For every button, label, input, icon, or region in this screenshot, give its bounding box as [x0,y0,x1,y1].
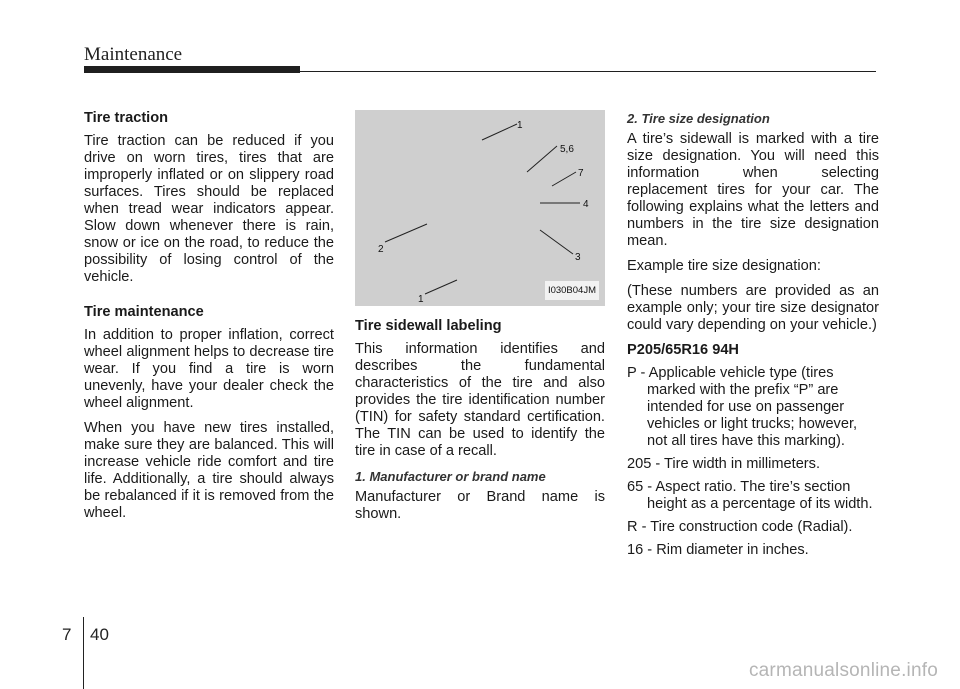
callout-label: 7 [578,168,584,179]
callout-line [540,230,573,254]
header-rule [300,71,876,72]
figure-callouts [355,110,605,306]
chapter-number: 7 [62,625,72,644]
example-label: Example tire size designation: [627,258,821,274]
page-section-title: Maintenance [84,44,183,65]
list-item: R - Tire construction code (Radial). [627,519,853,535]
callout-label: 4 [583,199,589,210]
tire-maintenance-text-2: When you have new tires installed, make sure they are balanced. This will increase vehicle ride comfort and tire life. Additionally, a tire should always be rebalanced if it is removed from the wheel. [84,420,334,521]
column-right [627,110,879,565]
header-bar [84,66,300,73]
callout-line [527,146,557,172]
callout-label: 2 [378,244,384,255]
column-left [84,110,334,530]
manufacturer-subheading: 1. Manufacturer or brand name [355,469,546,484]
tire-traction-text: Tire traction can be reduced if you drive on worn tires, tires that are improperly inflated or on slippery road surfaces. Tires should be replaced when tread wear indicators appear. Slow down whenever there is rain, snow or ice on the road, to reduce the possibility of losing control of the vehicle. [84,133,334,285]
example-code: P205/65R16 94H [627,342,739,358]
sidewall-labeling-text: This information identifies and describes the fundamental characteristics of the tire and also provides the tire identification number (TIN) for safety standard certification. The TIN can be used to identify the tire in case of a recall. [355,341,605,459]
sidewall-labeling-heading: Tire sidewall labeling [355,318,502,334]
tire-sidewall-figure [355,110,605,306]
column-middle [355,110,605,531]
tire-size-text: A tire’s sidewall is marked with a tire size designation. You will need this information when selecting replacement tires for your car. The following explains what the letters and numbers in the tire size designation mean. [627,131,879,249]
tire-maintenance-heading: Tire maintenance [84,304,204,320]
tire-size-subheading: 2. Tire size designation [627,111,770,126]
tire-maintenance-text-1: In addition to proper inflation, correct wheel alignment helps to decrease tire wear. If you find a tire is worn unevenly, have your dealer check the wheel alignment. [84,327,334,411]
callout-line [482,124,517,140]
callout-label: 5,6 [560,144,574,155]
example-note: (These numbers are provided as an example only; your tire size designator could vary depending on your vehicle.) [627,283,879,333]
list-item: 65 - Aspect ratio. The tire’s section height as a percentage of its width. [627,479,873,512]
manufacturer-text: Manufacturer or Brand name is shown. [355,489,605,522]
figure-code: I030B04JM [545,281,599,300]
watermark: carmanualsonline.info [748,660,938,681]
callout-line [552,172,576,186]
tire-traction-heading: Tire traction [84,110,169,126]
callout-line [385,224,427,242]
callout-line [425,280,457,294]
callout-label: 1 [418,294,424,305]
list-item: 205 - Tire width in millimeters. [627,456,821,472]
list-item: 16 - Rim diameter in inches. [627,542,809,558]
page-number: 40 [90,625,109,644]
callout-label: 1 [517,120,523,131]
footer-divider [83,617,84,689]
callout-label: 3 [575,252,581,263]
list-item: P - Applicable vehicle type (tires marked with the prefix “P” are intended for use on passenger vehicles or light trucks; however, not all tires have this marking). [627,365,858,449]
